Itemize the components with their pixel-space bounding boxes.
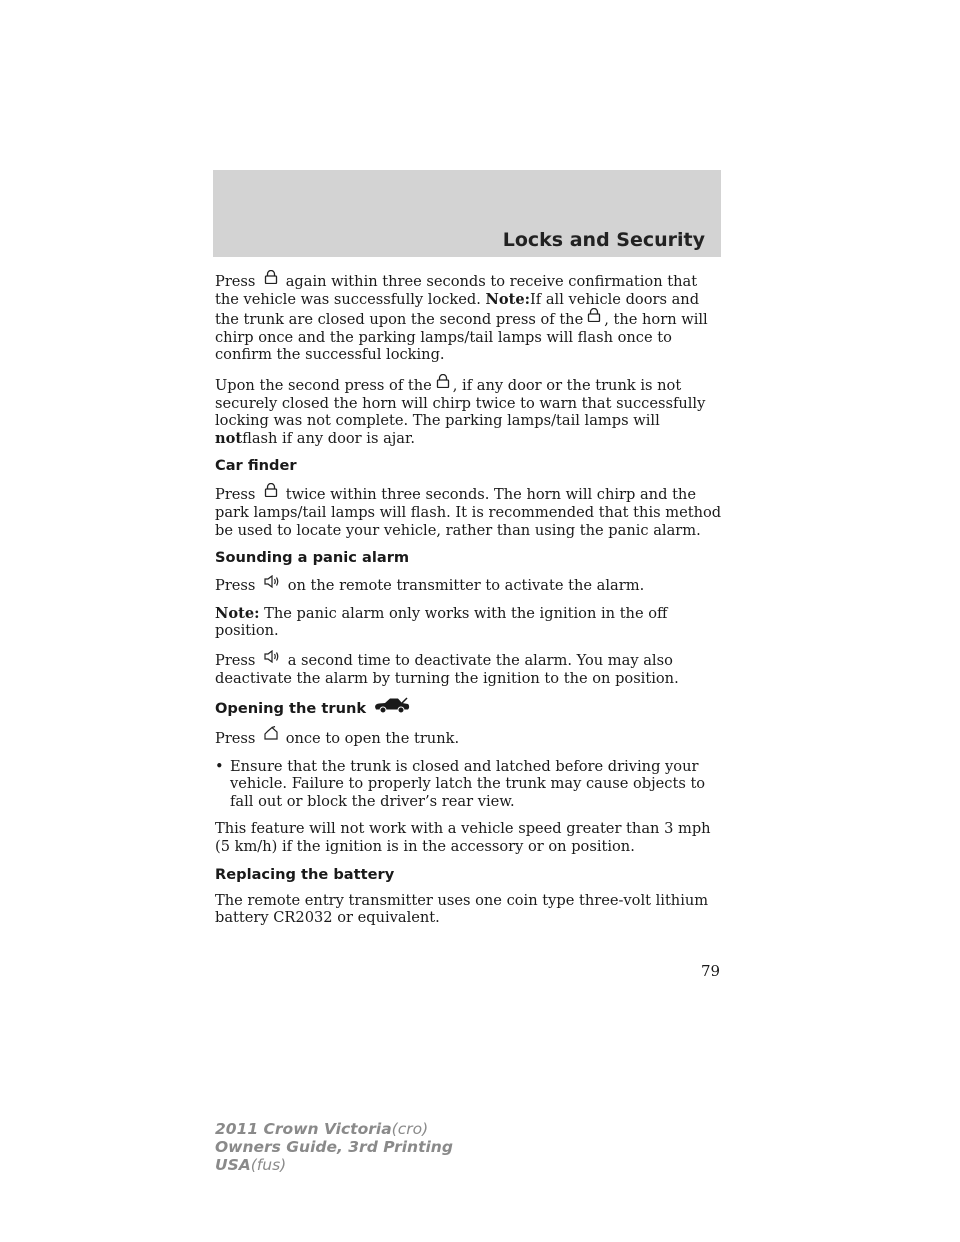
note-label: Note: (485, 290, 531, 308)
paragraph-panic-activate: Press on the remote transmitter to activate the alarm. (215, 577, 645, 595)
bullet-symbol: • (215, 757, 224, 775)
lock-icon (263, 483, 279, 497)
page-content (215, 270, 725, 937)
list-item: • Ensure that the trunk is closed and latched before driving your vehicle. Failure to properly latch the trunk may cause objects to fall out or block the driver’s rear view. (215, 757, 706, 810)
paragraph-trunk-press: Press once to open the trunk. (215, 726, 725, 748)
panic-alarm-icon (263, 650, 281, 663)
footer-print-info: 2011 Crown Victoria(cro) Owners Guide, 3rd Printing USA(fus) (215, 1120, 453, 1174)
heading-car-finder: Car finder (215, 457, 297, 475)
heading-opening-trunk: Opening the trunk (215, 697, 725, 718)
paragraph-lock-confirm: Press again within three seconds to receive confirmation that the vehicle was successfully locked. Note:If all vehicle doors and the trunk are closed upon the second press of the , the horn will chirp once and the parking lamps/tail lamps will flash once to confirm the successful locking. (215, 270, 725, 364)
paragraph-car-finder: Press twice within three seconds. The horn will chirp and the park lamps/tail lamps will flash. It is recommended that this method be used to locate your vehicle, rather than using the panic alarm. (215, 483, 725, 539)
page-number: 79 (701, 962, 721, 980)
lock-icon (586, 308, 602, 322)
paragraph-battery: The remote entry transmitter uses one coin type three-volt lithium battery CR2032 or equivalent. (215, 891, 709, 927)
car-trunk-icon (374, 697, 410, 714)
trunk-release-icon (263, 726, 279, 741)
paragraph-panic-deactivate: Press a second time to deactivate the alarm. You may also deactivate the alarm by turning the ignition to the on position. (215, 651, 679, 687)
header-band (213, 170, 721, 257)
section-title: Locks and Security (502, 229, 705, 251)
panic-alarm-icon (263, 575, 281, 588)
paragraph-lock-warning: Upon the second press of the , if any door or the trunk is not securely closed the horn will chirp twice to warn that successfully locking was not complete. The parking lamps/tail lamps will notflash if any door is ajar. (215, 374, 725, 447)
heading-replacing-battery: Replacing the battery (215, 865, 395, 883)
lock-icon (435, 374, 451, 388)
paragraph-panic-note: Note: The panic alarm only works with the ignition in the off position. (215, 604, 668, 640)
lock-icon (263, 270, 279, 284)
heading-panic-alarm: Sounding a panic alarm (215, 549, 410, 567)
paragraph-trunk-speed-note: This feature will not work with a vehicle speed greater than 3 mph (5 km/h) if the ignition is in the accessory or on position. (215, 820, 711, 856)
